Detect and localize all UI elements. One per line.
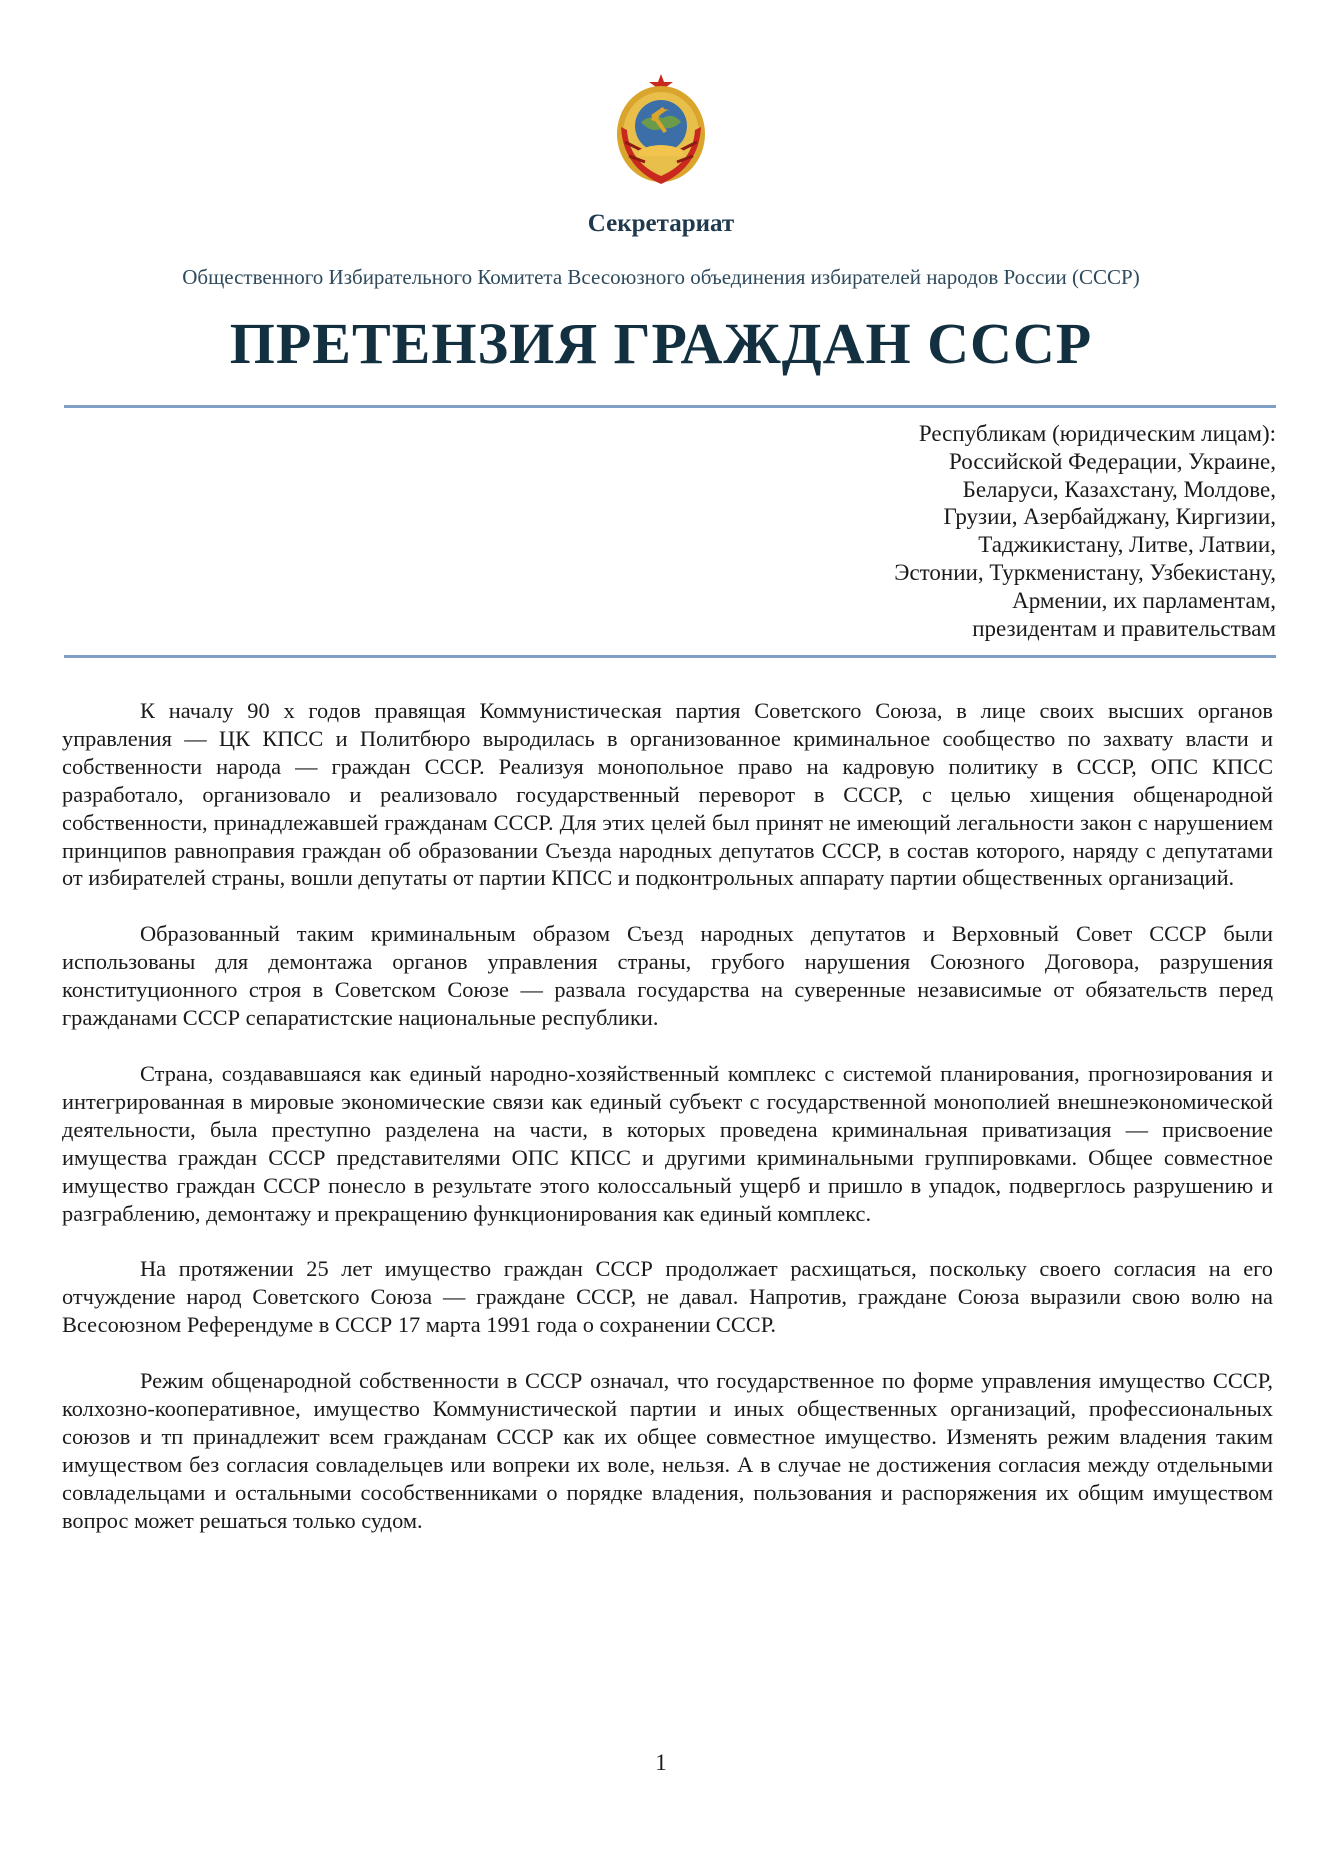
paragraph: Образованный таким криминальным образом Съезд народных депутатов и Верховный Совет СССР были использованы для демонтажа органов управления страны, грубого нарушения Союзного Договора, разрушения конституционного строя в Советском Союзе — развала государства на суверенные независимые от обязательств перед гражданами СССР сепаратистские национальные республики. [62, 921, 1273, 1031]
addressee-line: Республикам (юридическим лицам): [918, 421, 1276, 446]
paragraph: На протяжении 25 лет имущество граждан СССР продолжает расхищаться, поскольку своего согласия на его отчуждение народ Советского Союза — граждане СССР, не давал. Напротив, граждане Союза выразили свою волю на Всесоюзном Референдуме в СССР 17 марта 1991 года о сохранении СССР. [62, 1256, 1273, 1338]
addressee-block [716, 420, 1276, 642]
ussr-coat-of-arms-icon [611, 72, 711, 192]
body-text [62, 697, 1273, 1563]
addressee-line: Таджикистану, Литве, Латвии, [978, 532, 1276, 558]
addressee-line: Армении, их парламентам, [1012, 587, 1276, 613]
addressee-line: президентам и правительствам [972, 615, 1276, 641]
paragraph: Режим общенародной собственности в СССР означал, что государственное по форме управления имущество СССР, колхозно-кооперативное, имущество Коммунистической партии и иных общественных организаций, профессиональных союзов и тп принадлежит всем гражданам СССР как их общее совместное имущество. Изменять режим владения таким имуществом без согласия совладельцев или вопреки их воле, нельзя. А в случае не достижения согласия между отдельными совладельцами и остальными сособственниками о порядке владения, пользования и распоряжения их общим имуществом вопрос может решаться только судом. [62, 1368, 1273, 1533]
document-title: ПРЕТЕНЗИЯ ГРАЖДАН СССР [229, 311, 1093, 376]
divider-bottom [64, 655, 1276, 658]
paragraph: Страна, создававшаяся как единый народно-хозяйственный комплекс с системой планирования, прогнозирования и интегрированная в мировые экономические связи как единый субъект с государственной монополией внешнеэкономической деятельности, была преступно разделена на части, в которых проведена криминальная приватизация — присвоение имущества граждан СССР представителями ОПС КПСС и другими криминальными группировками. Общее совместное имущество граждан СССР понесло в результате этого колоссальный ущерб и пришло в упадок, подверглось разрушению и разграблению, демонтажу и прекращению функционирования как единый комплекс. [62, 1060, 1273, 1226]
paragraph: К началу 90 х годов правящая Коммунистическая партия Советского Союза, в лице своих высших органов управления — ЦК КПСС и Политбюро выродилась в организованное криминальное сообщество по захвату власти и собственности народа — граждан СССР. Реализуя монопольное право на кадровую политику в СССР, ОПС КПСС разработало, организовало и реализовало государственный переворот в СССР, с целью хищения общенародной собственности, принадлежавшей гражданам СССР. Для этих целей был принят не имеющий легальности закон с нарушением принципов равноправия граждан об образовании Съезда народных депутатов СССР, в состав которого, наряду с депутатами от избирателей страны, вошли депутаты от партии КПСС и подконтрольных аппарату партии общественных организаций. [62, 698, 1273, 891]
page-number: 1 [655, 1750, 667, 1775]
divider-top [64, 405, 1276, 408]
addressee-line: Эстонии, Туркменистану, Узбекистану, [894, 559, 1276, 585]
addressee-line: Грузии, Азербайджану, Киргизии, [943, 504, 1276, 530]
addressee-line: Российской Федерации, Украине, [949, 448, 1276, 474]
committee-subheading: Общественного Избирательного Комитета Всесоюзного объединения избирателей народов России (СССР) [182, 265, 1140, 289]
secretariat-heading: Секретариат [587, 210, 735, 237]
addressee-line: Беларуси, Казахстану, Молдове, [962, 476, 1276, 502]
